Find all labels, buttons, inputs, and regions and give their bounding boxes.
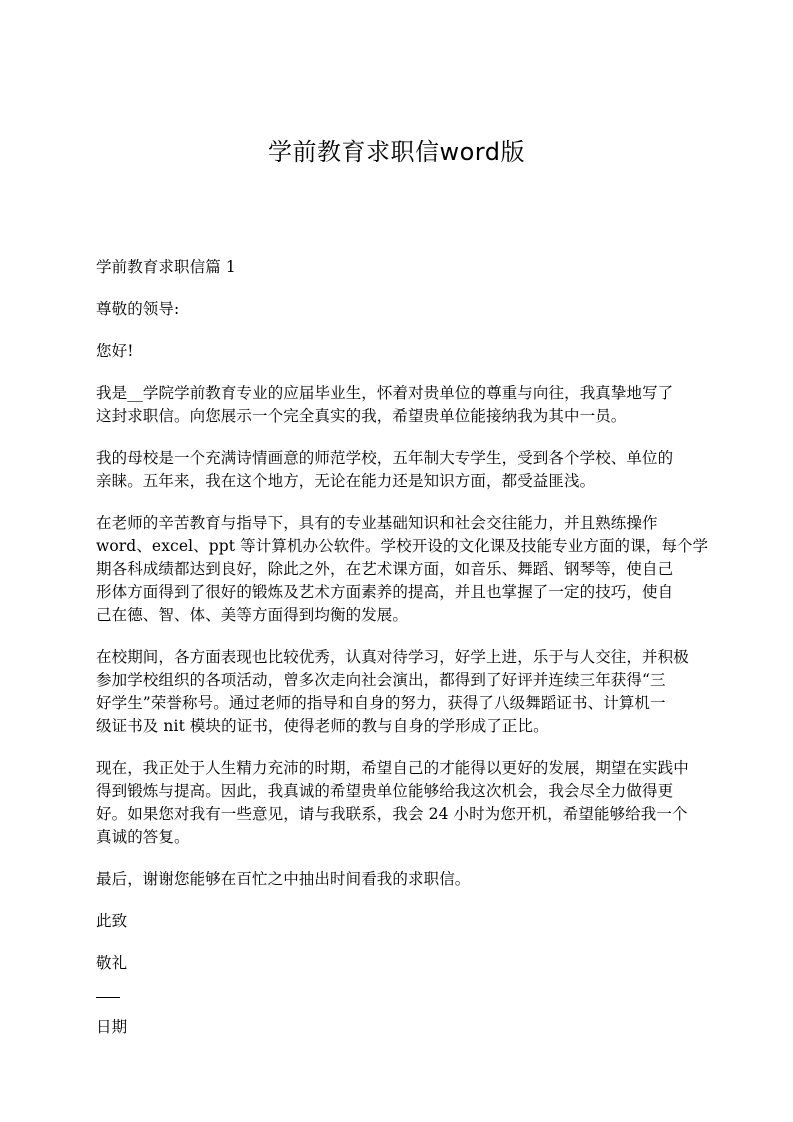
paragraph-line: 这封求职信。向您展示一个完全真实的我，希望贵单位能接纳我为其中一员。 xyxy=(96,407,627,425)
paragraph-line: 得到锻炼与提高。因此，我真诚的希望贵单位能够给我这次机会，我会尽全力做得更 xyxy=(96,782,674,800)
paragraph xyxy=(96,382,712,428)
section-heading: 学前教育求职信篇 1 xyxy=(96,258,236,276)
paragraph-line: word、excel、ppt 等计算机办公软件。学校开设的文化课及技能专业方面的课，每个学 xyxy=(96,537,709,555)
paragraph-line: 期各科成绩都达到良好，除此之外，在艺术课方面，如音乐、舞蹈、钢琴等，使自己 xyxy=(96,560,674,578)
paragraph-line: 我的母校是一个充满诗情画意的师范学校，五年制大专学生，受到各个学校、单位的 xyxy=(96,449,674,467)
paragraph-line: 真诚的答复。 xyxy=(96,828,190,846)
closing-line-1: 此致 xyxy=(96,912,128,930)
paragraph-line: 我是__学院学前教育专业的应届毕业生，怀着对贵单位的尊重与向往，我真挚地写了 xyxy=(96,384,674,402)
paragraph-line: 最后，谢谢您能够在百忙之中抽出时间看我的求职信。 xyxy=(96,870,471,888)
paragraph-line: 亲睐。五年来，我在这个地方，无论在能力还是知识方面，都受益匪浅。 xyxy=(96,472,596,490)
document-title: 学前教育求职信word版 xyxy=(268,138,525,166)
paragraph-line: 级证书及 nit 模块的证书，使得老师的教与自身的学形成了正比。 xyxy=(96,717,549,735)
paragraph-line: 形体方面得到了很好的锻炼及艺术方面素养的提高，并且也掌握了一定的技巧，使自 xyxy=(96,583,674,601)
document-body xyxy=(96,256,712,1039)
paragraph xyxy=(96,512,712,627)
paragraph xyxy=(96,447,712,493)
paragraph-line: 在校期间，各方面表现也比较优秀，认真对待学习，好学上进，乐于与人交往，并积极 xyxy=(96,648,689,666)
paragraph-line: 现在，我正处于人生精力充沛的时期，希望自己的才能得以更好的发展，期望在实践中 xyxy=(96,759,689,777)
paragraph-line: 好学生”荣誉称号。通过老师的指导和自身的努力，获得了八级舞蹈证书、计算机一 xyxy=(96,694,666,712)
paragraph xyxy=(96,868,712,891)
paragraph-line: 己在德、智、体、美等方面得到均衡的发展。 xyxy=(96,606,409,624)
paragraph-line: 参加学校组织的各项活动，曾多次走向社会演出，都得到了好评并连续三年获得“三 xyxy=(96,671,666,689)
paragraph-line: 在老师的辛苦教育与指导下，具有的专业基础知识和社会交往能力，并且熟练操作 xyxy=(96,514,658,532)
salutation: 尊敬的领导: xyxy=(96,300,180,318)
date-label: 日期 xyxy=(96,1018,128,1036)
closing-line-2: 敬礼 xyxy=(96,954,128,972)
paragraph-line: 好。如果您对我有一些意见，请与我联系，我会 24 小时为您开机，希望能够给我一个 xyxy=(96,805,688,823)
paragraph xyxy=(96,757,712,849)
paragraph xyxy=(96,646,712,738)
greeting: 您好! xyxy=(96,342,134,360)
signature-line xyxy=(96,997,120,998)
